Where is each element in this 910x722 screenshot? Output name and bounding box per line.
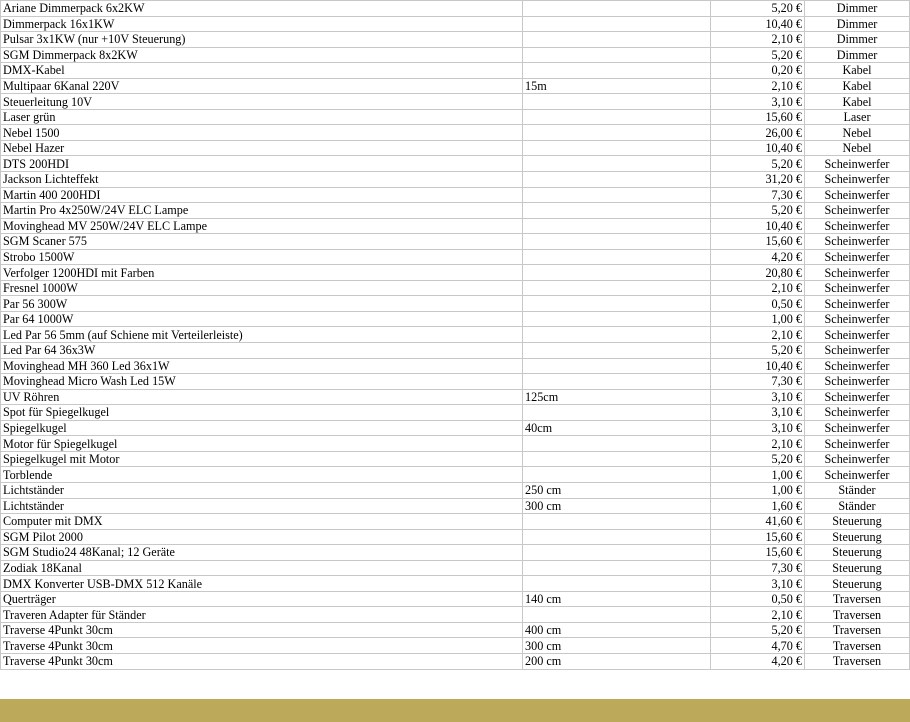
table-row bbox=[1, 187, 910, 203]
item-category-cell: Scheinwerfer bbox=[805, 374, 910, 390]
item-size-cell bbox=[523, 203, 711, 219]
item-category-cell: Nebel bbox=[805, 125, 910, 141]
item-size-cell bbox=[523, 374, 711, 390]
item-category-cell: Dimmer bbox=[805, 32, 910, 48]
item-name-cell: Spiegelkugel mit Motor bbox=[1, 451, 523, 467]
item-size-cell bbox=[523, 265, 711, 281]
item-category-cell: Dimmer bbox=[805, 1, 910, 17]
item-size-cell bbox=[523, 187, 711, 203]
item-price-cell: 41,60 € bbox=[711, 514, 805, 530]
table-row bbox=[1, 545, 910, 561]
item-size-cell bbox=[523, 125, 711, 141]
item-category-cell: Dimmer bbox=[805, 16, 910, 32]
item-category-cell: Traversen bbox=[805, 653, 910, 669]
item-price-cell: 4,70 € bbox=[711, 638, 805, 654]
item-name-cell: SGM Dimmerpack 8x2KW bbox=[1, 47, 523, 63]
table-row bbox=[1, 327, 910, 343]
item-price-cell: 2,10 € bbox=[711, 280, 805, 296]
item-name-cell: Spot für Spiegelkugel bbox=[1, 405, 523, 421]
item-category-cell: Traversen bbox=[805, 622, 910, 638]
item-category-cell: Scheinwerfer bbox=[805, 389, 910, 405]
table-row bbox=[1, 389, 910, 405]
item-price-cell: 3,10 € bbox=[711, 405, 805, 421]
item-category-cell: Scheinwerfer bbox=[805, 436, 910, 452]
table-row bbox=[1, 451, 910, 467]
table-row bbox=[1, 343, 910, 359]
item-size-cell: 300 cm bbox=[523, 638, 711, 654]
item-price-cell: 15,60 € bbox=[711, 529, 805, 545]
item-name-cell: Laser grün bbox=[1, 109, 523, 125]
price-list-body bbox=[1, 1, 910, 670]
item-name-cell: Jackson Lichteffekt bbox=[1, 172, 523, 188]
table-row bbox=[1, 234, 910, 250]
item-price-cell: 0,50 € bbox=[711, 296, 805, 312]
item-price-cell: 2,10 € bbox=[711, 436, 805, 452]
table-row bbox=[1, 280, 910, 296]
item-category-cell: Kabel bbox=[805, 78, 910, 94]
item-category-cell: Kabel bbox=[805, 94, 910, 110]
item-category-cell: Steuerung bbox=[805, 529, 910, 545]
item-size-cell: 40cm bbox=[523, 420, 711, 436]
item-size-cell bbox=[523, 32, 711, 48]
item-price-cell: 2,10 € bbox=[711, 32, 805, 48]
table-row bbox=[1, 653, 910, 669]
item-price-cell: 10,40 € bbox=[711, 16, 805, 32]
table-row bbox=[1, 140, 910, 156]
item-price-cell: 0,50 € bbox=[711, 591, 805, 607]
item-name-cell: Strobo 1500W bbox=[1, 249, 523, 265]
item-size-cell bbox=[523, 47, 711, 63]
item-name-cell: Martin Pro 4x250W/24V ELC Lampe bbox=[1, 203, 523, 219]
table-row bbox=[1, 482, 910, 498]
item-name-cell: Computer mit DMX bbox=[1, 514, 523, 530]
item-size-cell bbox=[523, 514, 711, 530]
item-category-cell: Scheinwerfer bbox=[805, 249, 910, 265]
item-size-cell: 15m bbox=[523, 78, 711, 94]
item-size-cell bbox=[523, 545, 711, 561]
table-row bbox=[1, 374, 910, 390]
item-category-cell: Laser bbox=[805, 109, 910, 125]
item-name-cell: DMX Konverter USB-DMX 512 Kanäle bbox=[1, 576, 523, 592]
table-row bbox=[1, 156, 910, 172]
item-name-cell: Ariane Dimmerpack 6x2KW bbox=[1, 1, 523, 17]
item-name-cell: DMX-Kabel bbox=[1, 63, 523, 79]
item-size-cell bbox=[523, 451, 711, 467]
item-size-cell bbox=[523, 405, 711, 421]
item-name-cell: Par 56 300W bbox=[1, 296, 523, 312]
item-category-cell: Scheinwerfer bbox=[805, 218, 910, 234]
table-row bbox=[1, 94, 910, 110]
item-name-cell: Led Par 56 5mm (auf Schiene mit Verteilerleiste) bbox=[1, 327, 523, 343]
item-size-cell bbox=[523, 249, 711, 265]
item-price-cell: 2,10 € bbox=[711, 327, 805, 343]
item-category-cell: Traversen bbox=[805, 607, 910, 623]
table-row bbox=[1, 638, 910, 654]
item-price-cell: 5,20 € bbox=[711, 622, 805, 638]
item-size-cell bbox=[523, 109, 711, 125]
item-name-cell: Movinghead Micro Wash Led 15W bbox=[1, 374, 523, 390]
item-name-cell: Lichtständer bbox=[1, 498, 523, 514]
item-price-cell: 26,00 € bbox=[711, 125, 805, 141]
item-size-cell bbox=[523, 280, 711, 296]
item-name-cell: SGM Scaner 575 bbox=[1, 234, 523, 250]
table-row bbox=[1, 420, 910, 436]
item-price-cell: 3,10 € bbox=[711, 420, 805, 436]
item-price-cell: 15,60 € bbox=[711, 109, 805, 125]
item-category-cell: Scheinwerfer bbox=[805, 265, 910, 281]
table-row bbox=[1, 109, 910, 125]
item-size-cell: 200 cm bbox=[523, 653, 711, 669]
item-price-cell: 15,60 € bbox=[711, 545, 805, 561]
item-price-cell: 10,40 € bbox=[711, 218, 805, 234]
item-price-cell: 20,80 € bbox=[711, 265, 805, 281]
table-row bbox=[1, 249, 910, 265]
item-size-cell bbox=[523, 576, 711, 592]
item-price-cell: 7,30 € bbox=[711, 560, 805, 576]
table-row bbox=[1, 1, 910, 17]
item-name-cell: SGM Studio24 48Kanal; 12 Geräte bbox=[1, 545, 523, 561]
item-size-cell bbox=[523, 311, 711, 327]
table-row bbox=[1, 607, 910, 623]
item-size-cell: 300 cm bbox=[523, 498, 711, 514]
item-name-cell: Multipaar 6Kanal 220V bbox=[1, 78, 523, 94]
item-price-cell: 3,10 € bbox=[711, 576, 805, 592]
table-row bbox=[1, 125, 910, 141]
item-category-cell: Scheinwerfer bbox=[805, 187, 910, 203]
item-category-cell: Dimmer bbox=[805, 47, 910, 63]
item-size-cell bbox=[523, 607, 711, 623]
table-row bbox=[1, 622, 910, 638]
item-size-cell bbox=[523, 16, 711, 32]
item-category-cell: Scheinwerfer bbox=[805, 358, 910, 374]
item-name-cell: Spiegelkugel bbox=[1, 420, 523, 436]
item-name-cell: Traveren Adapter für Ständer bbox=[1, 607, 523, 623]
item-price-cell: 1,60 € bbox=[711, 498, 805, 514]
item-price-cell: 3,10 € bbox=[711, 94, 805, 110]
item-category-cell: Scheinwerfer bbox=[805, 311, 910, 327]
item-size-cell bbox=[523, 218, 711, 234]
item-name-cell: Torblende bbox=[1, 467, 523, 483]
item-size-cell bbox=[523, 560, 711, 576]
table-row bbox=[1, 576, 910, 592]
table-row bbox=[1, 32, 910, 48]
item-price-cell: 7,30 € bbox=[711, 187, 805, 203]
item-category-cell: Steuerung bbox=[805, 560, 910, 576]
item-name-cell: Fresnel 1000W bbox=[1, 280, 523, 296]
item-category-cell: Scheinwerfer bbox=[805, 343, 910, 359]
item-category-cell: Scheinwerfer bbox=[805, 203, 910, 219]
table-row bbox=[1, 296, 910, 312]
item-category-cell: Scheinwerfer bbox=[805, 156, 910, 172]
table-row bbox=[1, 358, 910, 374]
table-row bbox=[1, 498, 910, 514]
item-name-cell: Traverse 4Punkt 30cm bbox=[1, 622, 523, 638]
item-category-cell: Nebel bbox=[805, 140, 910, 156]
item-price-cell: 5,20 € bbox=[711, 1, 805, 17]
table-row bbox=[1, 514, 910, 530]
table-row bbox=[1, 47, 910, 63]
item-price-cell: 7,30 € bbox=[711, 374, 805, 390]
item-size-cell bbox=[523, 436, 711, 452]
item-price-cell: 5,20 € bbox=[711, 156, 805, 172]
item-name-cell: UV Röhren bbox=[1, 389, 523, 405]
item-size-cell bbox=[523, 172, 711, 188]
item-size-cell bbox=[523, 327, 711, 343]
item-price-cell: 4,20 € bbox=[711, 249, 805, 265]
item-price-cell: 2,10 € bbox=[711, 78, 805, 94]
item-name-cell: Zodiak 18Kanal bbox=[1, 560, 523, 576]
table-row bbox=[1, 16, 910, 32]
item-size-cell: 125cm bbox=[523, 389, 711, 405]
item-price-cell: 0,20 € bbox=[711, 63, 805, 79]
table-row bbox=[1, 311, 910, 327]
item-category-cell: Scheinwerfer bbox=[805, 172, 910, 188]
item-name-cell: Movinghead MH 360 Led 36x1W bbox=[1, 358, 523, 374]
table-row bbox=[1, 560, 910, 576]
item-price-cell: 3,10 € bbox=[711, 389, 805, 405]
item-size-cell bbox=[523, 529, 711, 545]
item-name-cell: Querträger bbox=[1, 591, 523, 607]
item-price-cell: 1,00 € bbox=[711, 482, 805, 498]
item-category-cell: Scheinwerfer bbox=[805, 296, 910, 312]
item-price-cell: 5,20 € bbox=[711, 451, 805, 467]
item-category-cell: Traversen bbox=[805, 638, 910, 654]
item-name-cell: Nebel 1500 bbox=[1, 125, 523, 141]
item-price-cell: 4,20 € bbox=[711, 653, 805, 669]
item-price-cell: 1,00 € bbox=[711, 467, 805, 483]
item-category-cell: Scheinwerfer bbox=[805, 405, 910, 421]
table-row bbox=[1, 436, 910, 452]
item-size-cell: 250 cm bbox=[523, 482, 711, 498]
table-row bbox=[1, 203, 910, 219]
item-size-cell bbox=[523, 1, 711, 17]
item-category-cell: Scheinwerfer bbox=[805, 467, 910, 483]
item-name-cell: Verfolger 1200HDI mit Farben bbox=[1, 265, 523, 281]
item-name-cell: Traverse 4Punkt 30cm bbox=[1, 638, 523, 654]
table-row bbox=[1, 63, 910, 79]
item-price-cell: 10,40 € bbox=[711, 358, 805, 374]
item-price-cell: 10,40 € bbox=[711, 140, 805, 156]
item-price-cell: 5,20 € bbox=[711, 343, 805, 359]
item-size-cell bbox=[523, 156, 711, 172]
item-price-cell: 5,20 € bbox=[711, 47, 805, 63]
item-name-cell: DTS 200HDI bbox=[1, 156, 523, 172]
item-name-cell: Nebel Hazer bbox=[1, 140, 523, 156]
item-name-cell: Martin 400 200HDI bbox=[1, 187, 523, 203]
item-price-cell: 2,10 € bbox=[711, 607, 805, 623]
table-row bbox=[1, 172, 910, 188]
item-name-cell: Movinghead MV 250W/24V ELC Lampe bbox=[1, 218, 523, 234]
item-size-cell bbox=[523, 140, 711, 156]
item-name-cell: Motor für Spiegelkugel bbox=[1, 436, 523, 452]
item-name-cell: SGM Pilot 2000 bbox=[1, 529, 523, 545]
table-row bbox=[1, 591, 910, 607]
item-size-cell bbox=[523, 296, 711, 312]
item-price-cell: 1,00 € bbox=[711, 311, 805, 327]
table-row bbox=[1, 218, 910, 234]
item-name-cell: Traverse 4Punkt 30cm bbox=[1, 653, 523, 669]
item-size-cell bbox=[523, 358, 711, 374]
item-name-cell: Par 64 1000W bbox=[1, 311, 523, 327]
item-category-cell: Traversen bbox=[805, 591, 910, 607]
item-name-cell: Led Par 64 36x3W bbox=[1, 343, 523, 359]
item-size-cell bbox=[523, 94, 711, 110]
item-category-cell: Scheinwerfer bbox=[805, 280, 910, 296]
item-category-cell: Scheinwerfer bbox=[805, 420, 910, 436]
item-category-cell: Steuerung bbox=[805, 514, 910, 530]
item-size-cell: 140 cm bbox=[523, 591, 711, 607]
table-row bbox=[1, 529, 910, 545]
item-name-cell: Dimmerpack 16x1KW bbox=[1, 16, 523, 32]
item-size-cell: 400 cm bbox=[523, 622, 711, 638]
item-size-cell bbox=[523, 343, 711, 359]
item-name-cell: Steuerleitung 10V bbox=[1, 94, 523, 110]
item-category-cell: Steuerung bbox=[805, 576, 910, 592]
item-size-cell bbox=[523, 63, 711, 79]
table-row bbox=[1, 467, 910, 483]
item-category-cell: Ständer bbox=[805, 498, 910, 514]
table-row bbox=[1, 78, 910, 94]
item-category-cell: Steuerung bbox=[805, 545, 910, 561]
item-name-cell: Lichtständer bbox=[1, 482, 523, 498]
item-size-cell bbox=[523, 234, 711, 250]
table-row bbox=[1, 405, 910, 421]
item-price-cell: 31,20 € bbox=[711, 172, 805, 188]
item-category-cell: Ständer bbox=[805, 482, 910, 498]
item-price-cell: 5,20 € bbox=[711, 203, 805, 219]
item-price-cell: 15,60 € bbox=[711, 234, 805, 250]
footer-bar bbox=[0, 699, 910, 722]
table-row bbox=[1, 265, 910, 281]
item-size-cell bbox=[523, 467, 711, 483]
item-category-cell: Scheinwerfer bbox=[805, 327, 910, 343]
item-name-cell: Pulsar 3x1KW (nur +10V Steuerung) bbox=[1, 32, 523, 48]
item-category-cell: Scheinwerfer bbox=[805, 234, 910, 250]
item-category-cell: Kabel bbox=[805, 63, 910, 79]
item-category-cell: Scheinwerfer bbox=[805, 451, 910, 467]
